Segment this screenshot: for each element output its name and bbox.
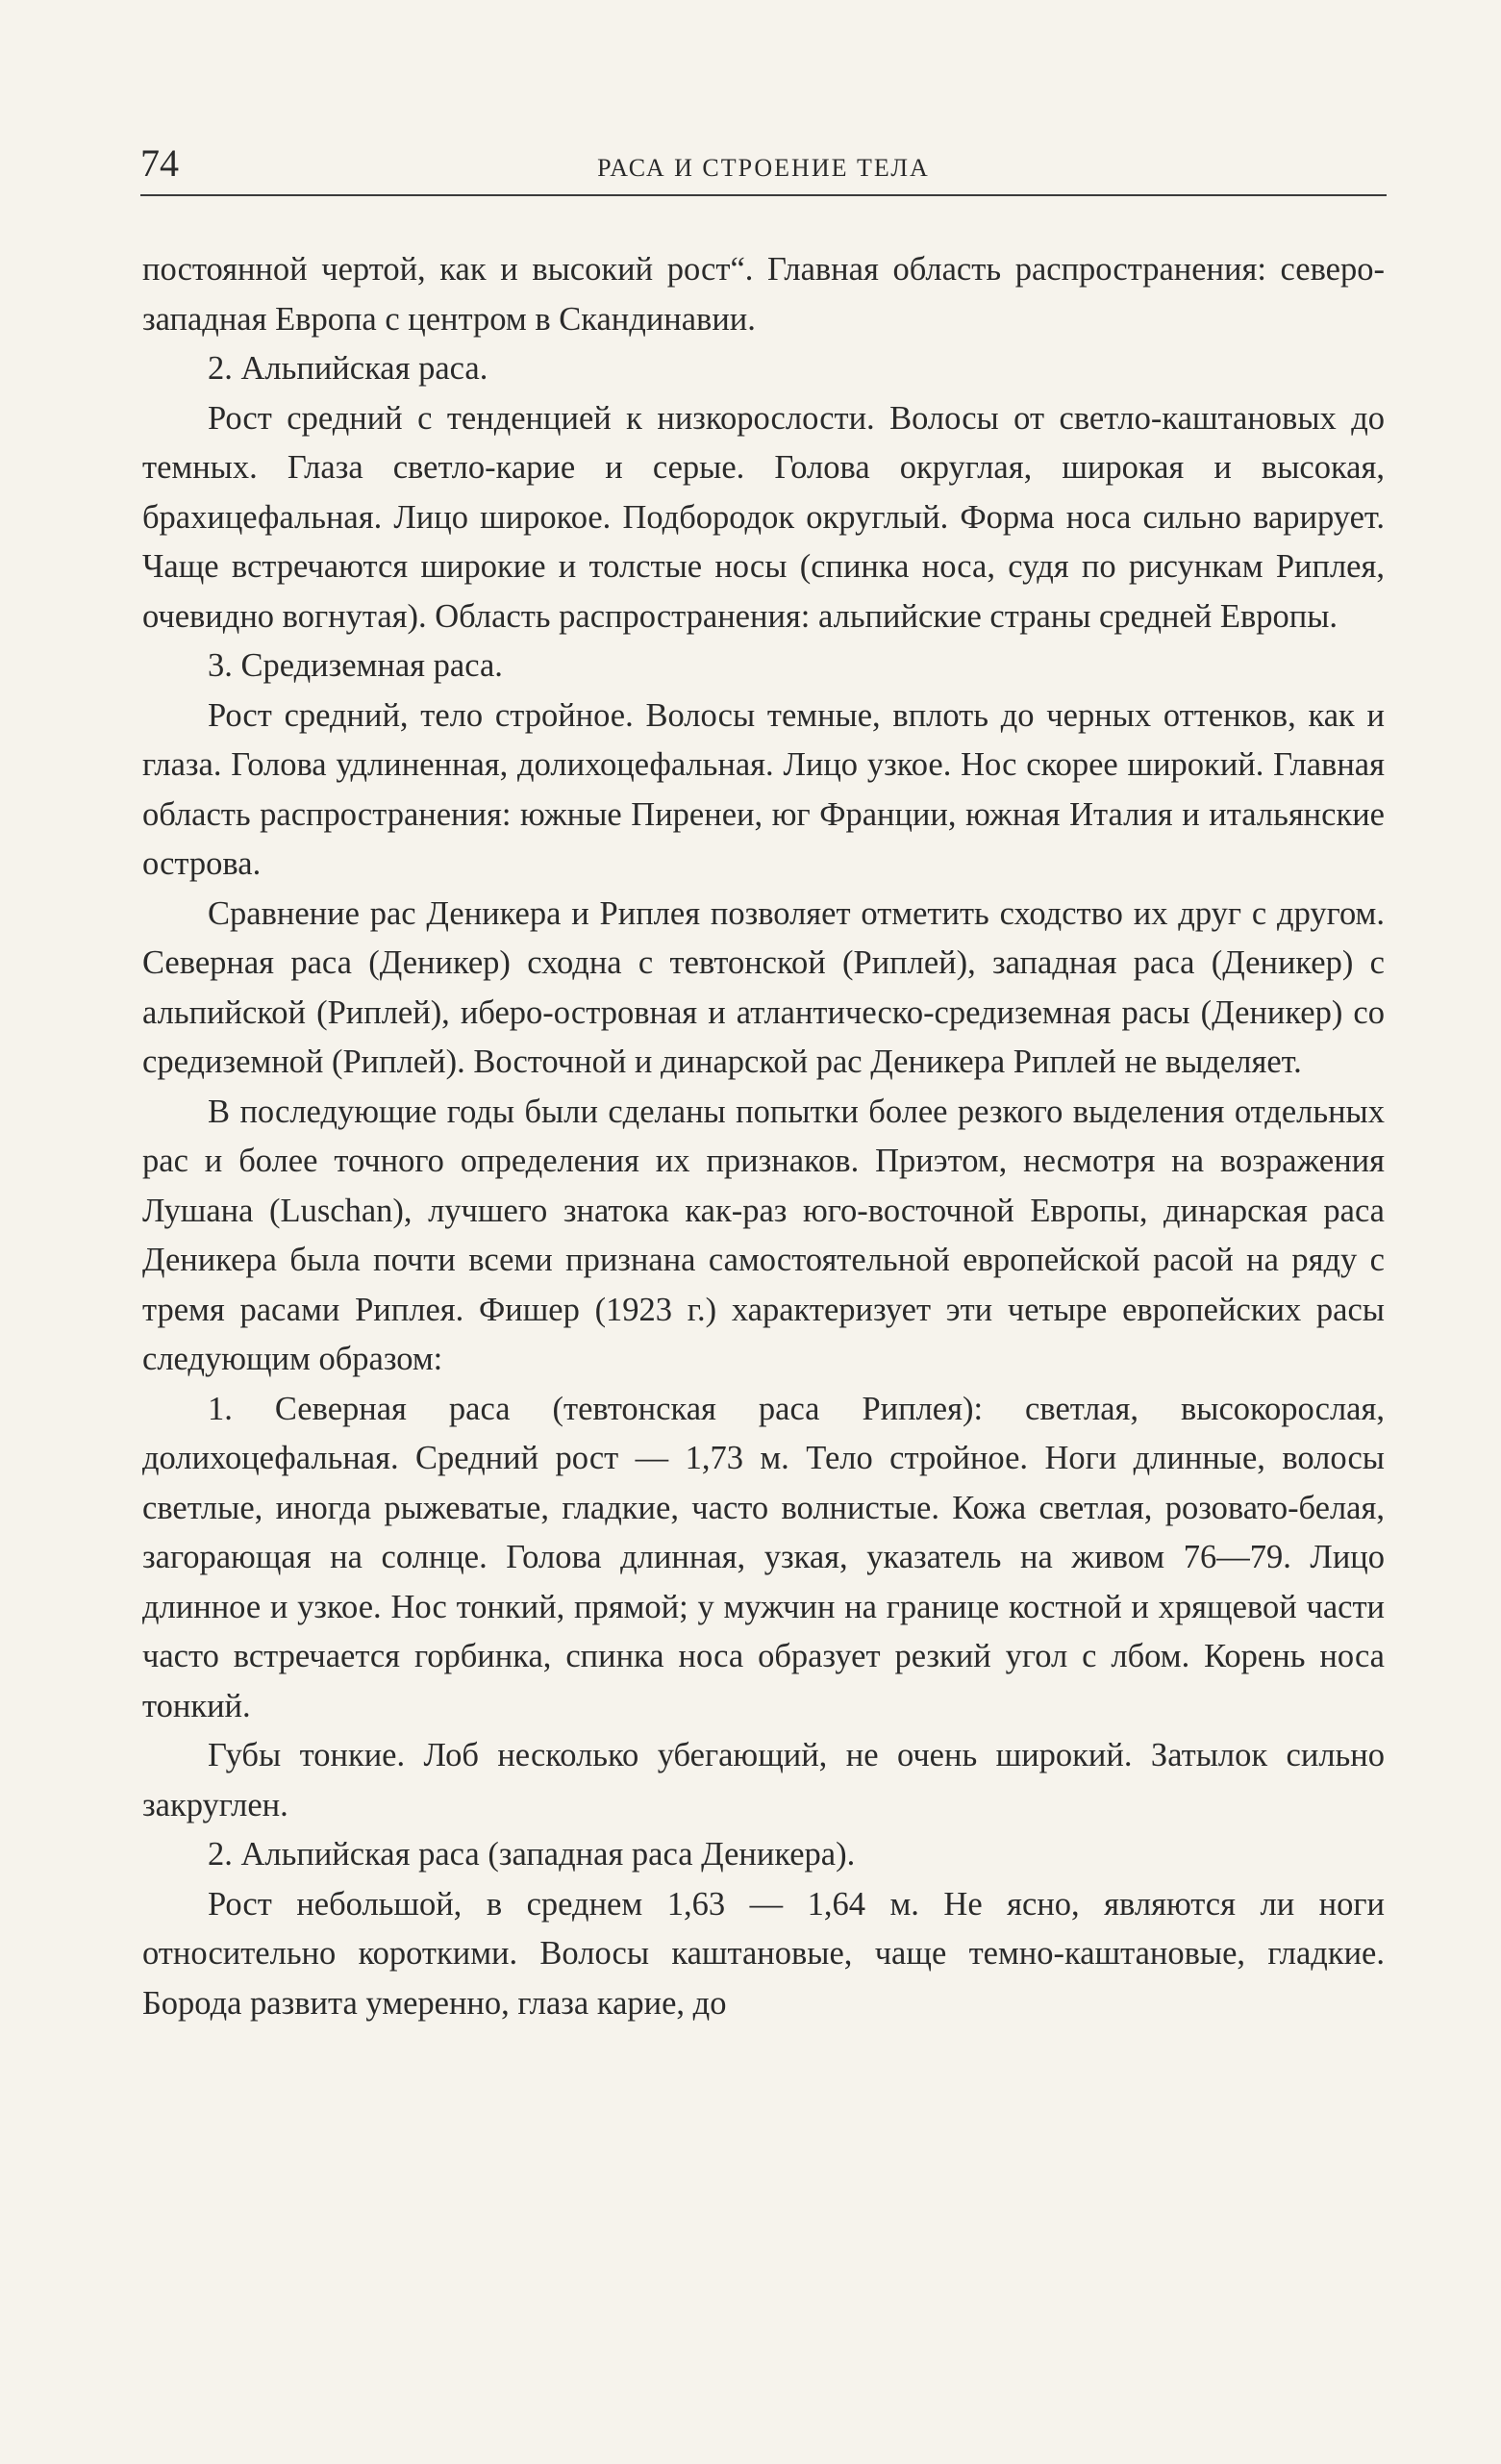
section-heading: 2. Альпийская раса (западная раса Деникера). [208,1836,856,1873]
paragraph: Рост средний, тело стройное. Волосы темные, вплоть до черных оттенков, как и глаза. Голова удлиненная, долихоцефальная. Лицо узкое. Нос скорее широкий. Главная область распространения: южные Пиренеи, юг Франции, южная Италия и итальянские острова. [142,696,1385,882]
body-text [142,245,1385,2028]
page-number: 74 [140,141,179,185]
paragraph: Губы тонкие. Лоб несколько убегающий, не очень широкий. Затылок сильно закруглен. [142,1737,1385,1823]
paragraph: 1. Северная раса (тевтонская раса Риплея): светлая, высокорослая, долихоцефальная. Средний рост — 1,73 м. Тело стройное. Ноги длинные, волосы светлые, иногда рыжеватые, гладкие, часто волнистые. Кожа светлая, розовато-белая, загорающая на солнце. Голова длинная, узкая, указатель на живом 76—79. Лицо длинное и узкое. Нос тонкий, прямой; у мужчин на границе костной и хрящевой части часто встречается горбинка, спинка носа образует резкий угол с лбом. Корень носа тонкий. [142,1390,1385,1724]
page-header [140,141,1387,196]
section-heading: 3. Средиземная раса. [208,647,503,684]
paragraph: Рост средний с тенденцией к низкорослости. Волосы от светло-каштановых до темных. Глаза светло-карие и серые. Голова округлая, широкая и высокая, брахицефальная. Лицо широкое. Подбородок округлый. Форма носа сильно варирует. Чаще встречаются широкие и толстые носы (спинка носа, судя по рисункам Риплея, очевидно вогнутая). Область распространения: альпийские страны средней Европы. [142,399,1385,635]
paragraph: В последующие годы были сделаны попытки более резкого выделения отдельных рас и более точного определения их признаков. Приэтом, несмотря на возражения Лушана (Luschan), лучшего знатока как-раз юго-восточной Европы, динарская раса Деникера была почти всеми признана самостоятельной европейской расой на ряду с тремя расами Риплея. Фишер (1923 г.) характеризует эти четыре европейских расы следующим образом: [142,1093,1385,1377]
running-head: РАСА И СТРОЕНИЕ ТЕЛА [597,154,930,182]
paragraph: Сравнение рас Деникера и Риплея позволяет отметить сходство их друг с другом. Северная раса (Деникер) сходна с тевтонской (Риплей), западная раса (Деникер) с альпийской (Риплей), иберо-островная и атлантическо-средиземная расы (Деникер) со средиземной (Риплей). Восточной и динарской рас Деникера Риплей не выделяет. [142,894,1385,1080]
paragraph: постоянной чертой, как и высокий рост“. Главная область распространения: северо-западная Европа с центром в Скандинавии. [142,251,1385,338]
paragraph: Рост небольшой, в среднем 1,63 — 1,64 м. Не ясно, являются ли ноги относительно короткими. Волосы каштановые, чаще темно-каштановые, гладкие. Борода развита умеренно, глаза карие, до [142,1885,1385,2022]
section-heading: 2. Альпийская раса. [208,350,488,387]
